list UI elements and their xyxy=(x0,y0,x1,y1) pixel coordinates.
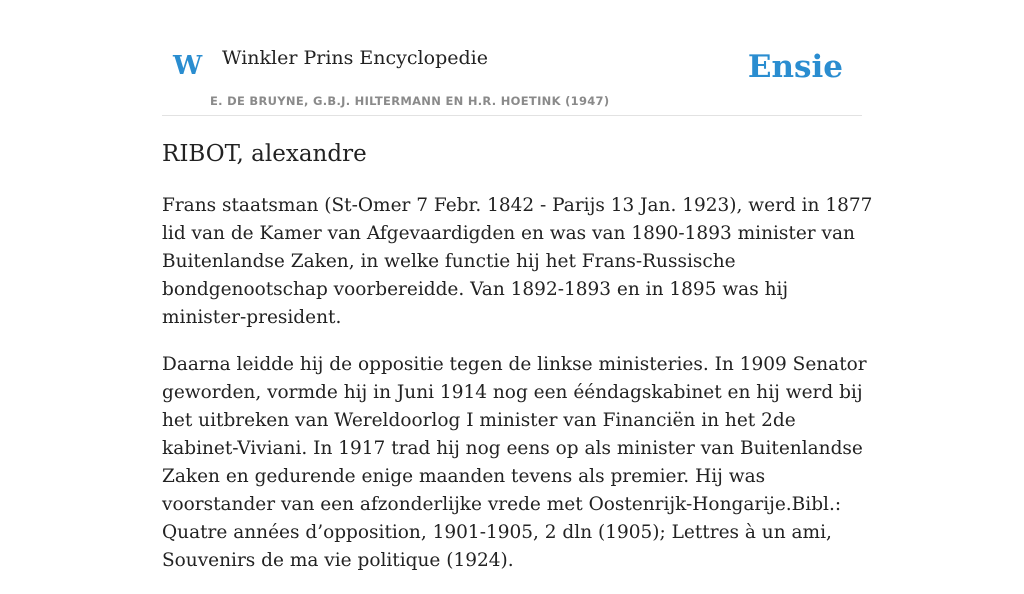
book-title-link[interactable]: Winkler Prins Encyclopedie xyxy=(222,47,488,69)
winkler-prins-logo[interactable]: W xyxy=(173,51,203,81)
site-header xyxy=(162,0,862,116)
entry-title: RIBOT, alexandre xyxy=(162,141,367,167)
entry-paragraph: Daarna leidde hij de oppositie tegen de linkse ministeries. In 1909 Senator geworden, vormde hij in Juni 1914 nog een ééndagskabinet en hij werd bij het uitbreken van Wereldoorlog I minister van Financiën in het 2de kabinet-Viviani. In 1917 trad hij nog eens op als minister van Buitenlandse Zaken en gedurende enige maanden tevens als premier. Hij was voorstander van een afzonderlijke vrede met Oostenrijk-Hongarije.Bibl.: Quatre années d’opposition, 1901-1905, 2 dln (1905); Lettres à un ami, Souvenirs de ma vie politique (1924). xyxy=(162,354,867,571)
book-authors: E. DE BRUYNE, G.B.J. HILTERMANN EN H.R. HOETINK (1947) xyxy=(210,94,610,108)
ensie-brand-logo[interactable]: Ensie xyxy=(747,49,843,85)
entry-body xyxy=(162,192,878,594)
page-container xyxy=(162,0,873,571)
entry-paragraph: Frans staatsman (St-Omer 7 Febr. 1842 - Parijs 13 Jan. 1923), werd in 1877 lid van de Kamer van Afgevaardigden en was van 1890-1893 minister van Buitenlandse Zaken, in welke functie hij het Frans-Russische bondgenootschap voorbereidde. Van 1892-1893 en in 1895 was hij minister-president. xyxy=(162,195,873,328)
